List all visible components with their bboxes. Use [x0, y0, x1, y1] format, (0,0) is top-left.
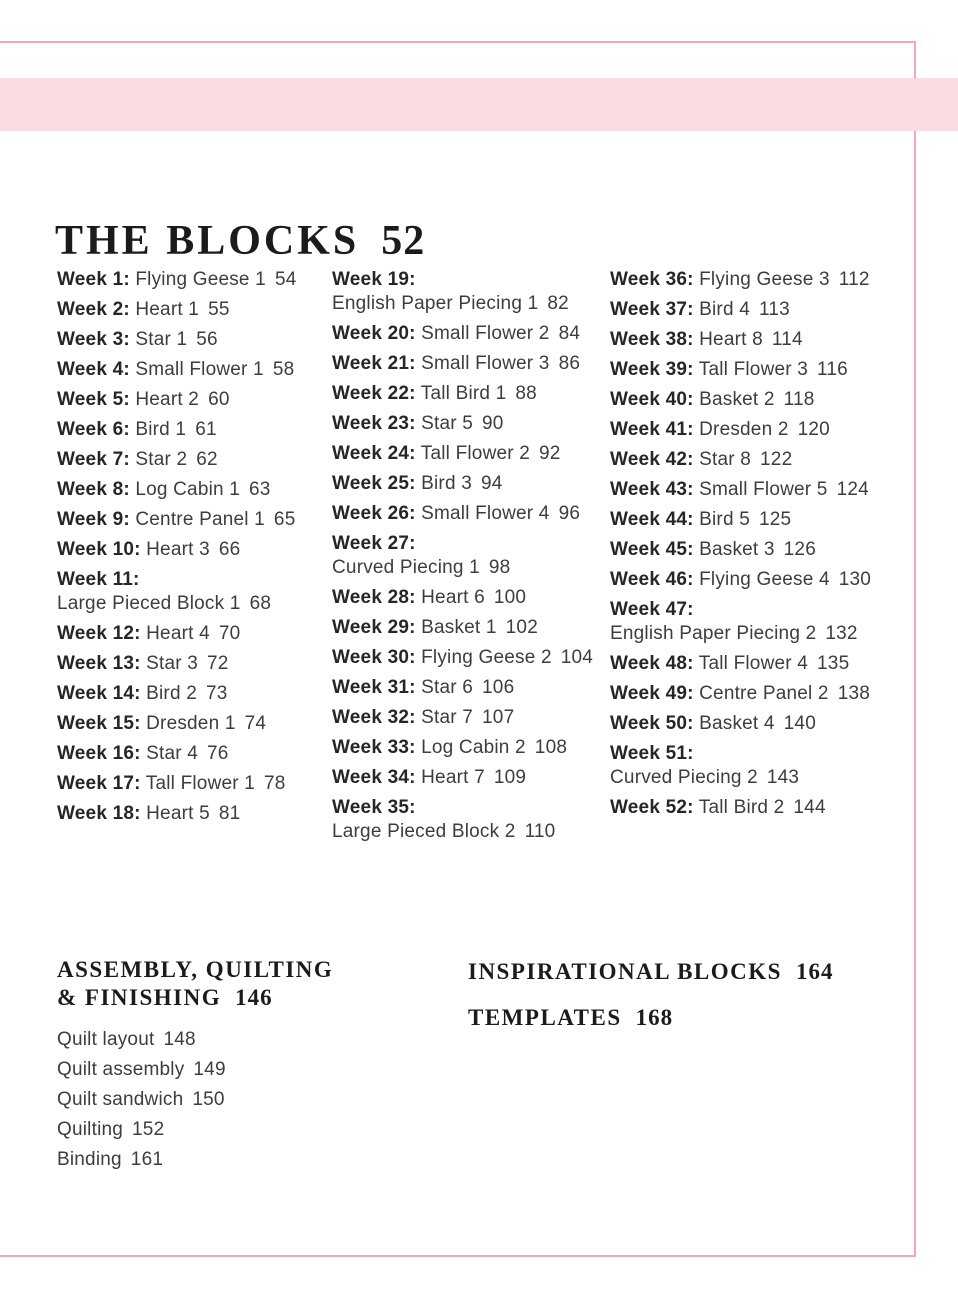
- page-number: 138: [837, 683, 870, 704]
- page-number: 84: [558, 323, 581, 344]
- toc-column-1: [57, 268, 332, 832]
- page-number: 116: [817, 359, 848, 380]
- page-number: 68: [249, 593, 272, 614]
- toc-entry: [332, 766, 610, 790]
- block-name: Heart 3: [146, 539, 210, 560]
- block-name: Star 3: [146, 653, 199, 674]
- toc-entry: [57, 742, 332, 766]
- week-label: Week 5:: [57, 389, 130, 410]
- assembly-page-number: 146: [235, 985, 273, 1010]
- toc-entry: [610, 682, 910, 706]
- week-label: Week 12:: [57, 623, 141, 644]
- week-label: Week 11:: [57, 569, 140, 590]
- toc-entry: [332, 268, 610, 316]
- toc-entry: [610, 268, 910, 292]
- toc-entry: [610, 712, 910, 736]
- page-number: 81: [218, 803, 241, 824]
- assembly-items: [57, 1025, 333, 1175]
- page-number: 144: [793, 797, 826, 818]
- block-name: Tall Bird 2: [698, 797, 785, 818]
- toc-entry: [57, 568, 332, 616]
- block-name: Star 7: [421, 707, 474, 728]
- page-number: 149: [193, 1059, 226, 1080]
- page-number: 98: [488, 557, 511, 578]
- block-name: Centre Panel 1: [135, 509, 265, 530]
- sub-item: [57, 1055, 333, 1085]
- page-number: 114: [771, 329, 803, 350]
- week-label: Week 22:: [332, 383, 416, 404]
- page-number: 104: [560, 647, 594, 668]
- page-number: 102: [505, 617, 538, 638]
- block-name: Dresden 2: [699, 419, 789, 440]
- toc-entry: [610, 298, 910, 322]
- week-label: Week 42:: [610, 449, 694, 470]
- toc-entry: [332, 796, 610, 844]
- block-name: Heart 8: [699, 329, 763, 350]
- page-number: 73: [205, 683, 228, 704]
- sub-item-label: Quilt layout: [57, 1029, 155, 1050]
- section-title-text: THE BLOCKS: [55, 218, 360, 264]
- toc-entry: [610, 388, 910, 412]
- page-number: 113: [758, 299, 790, 320]
- toc-entry: [332, 676, 610, 700]
- blocks-section-title: [55, 218, 425, 264]
- week-label: Week 52:: [610, 797, 694, 818]
- week-label: Week 35:: [332, 797, 416, 818]
- toc-column-3: [610, 268, 910, 826]
- page-number: 82: [547, 293, 569, 314]
- block-name: Bird 5: [699, 509, 750, 530]
- toc-entry: [57, 418, 332, 442]
- sub-item: [57, 1025, 333, 1055]
- block-name: Heart 7: [421, 767, 485, 788]
- week-label: Week 43:: [610, 479, 694, 500]
- page-number: 65: [273, 509, 296, 530]
- week-label: Week 38:: [610, 329, 694, 350]
- week-label: Week 36:: [610, 269, 694, 290]
- week-label: Week 23:: [332, 413, 416, 434]
- block-name: Dresden 1: [146, 713, 236, 734]
- week-label: Week 2:: [57, 299, 130, 320]
- page-number: 88: [515, 383, 537, 404]
- page-number: 135: [817, 653, 850, 674]
- week-label: Week 19:: [332, 269, 416, 290]
- week-label: Week 26:: [332, 503, 416, 524]
- block-name: Star 1: [135, 329, 188, 350]
- toc-entry: [57, 712, 332, 736]
- week-label: Week 14:: [57, 683, 141, 704]
- week-label: Week 51:: [610, 743, 694, 764]
- week-label: Week 27:: [332, 533, 416, 554]
- toc-entry: [332, 502, 610, 526]
- week-label: Week 4:: [57, 359, 130, 380]
- week-label: Week 17:: [57, 773, 141, 794]
- assembly-section: [57, 956, 333, 1175]
- page-number: 161: [130, 1149, 164, 1170]
- toc-entry: [332, 322, 610, 346]
- toc-entry: [332, 646, 610, 670]
- block-name: Star 4: [146, 743, 199, 764]
- toc-entry: [610, 742, 910, 790]
- toc-entry: [57, 682, 332, 706]
- block-name: Large Pieced Block 2: [332, 821, 516, 842]
- toc-entry: [332, 352, 610, 376]
- templates-page-number: 168: [635, 1005, 674, 1030]
- block-name: Bird 1: [135, 419, 187, 440]
- toc-entry: [610, 598, 910, 646]
- section-page-number: 52: [381, 218, 426, 264]
- page-number: 54: [274, 269, 297, 290]
- week-label: Week 10:: [57, 539, 141, 560]
- sub-item: [57, 1115, 333, 1145]
- toc-entry: [610, 652, 910, 676]
- toc-entry: [57, 802, 332, 826]
- sub-item-label: Binding: [57, 1149, 122, 1170]
- week-label: Week 18:: [57, 803, 141, 824]
- page-number: 106: [482, 677, 515, 698]
- week-label: Week 32:: [332, 707, 416, 728]
- week-label: Week 6:: [57, 419, 130, 440]
- week-label: Week 1:: [57, 269, 130, 290]
- inspirational-page-number: 164: [795, 959, 834, 984]
- block-name: Tall Flower 4: [698, 653, 809, 674]
- week-label: Week 3:: [57, 329, 130, 350]
- block-name: Basket 2: [699, 389, 775, 410]
- week-label: Week 28:: [332, 587, 416, 608]
- block-name: Small Flower 4: [421, 503, 550, 524]
- page-number: 70: [218, 623, 241, 644]
- toc-entry: [332, 706, 610, 730]
- week-label: Week 37:: [610, 299, 694, 320]
- block-name: Flying Geese 3: [699, 269, 830, 290]
- block-name: Flying Geese 4: [699, 569, 830, 590]
- page-number: 62: [196, 449, 218, 470]
- block-name: Bird 3: [421, 473, 472, 494]
- week-label: Week 39:: [610, 359, 694, 380]
- assembly-title-line1: ASSEMBLY, QUILTING: [57, 957, 334, 982]
- page-number: 120: [797, 419, 830, 440]
- page-number: 110: [524, 821, 556, 842]
- page-number: 90: [482, 413, 504, 434]
- sub-item: [57, 1085, 333, 1115]
- page-number: 150: [192, 1089, 225, 1110]
- bottom-right-sections: [468, 958, 833, 1032]
- week-label: Week 33:: [332, 737, 416, 758]
- toc-entry: [57, 772, 332, 796]
- page-number: 100: [493, 587, 527, 608]
- block-name: Basket 1: [421, 617, 497, 638]
- page-number: 152: [132, 1119, 165, 1140]
- week-label: Week 13:: [57, 653, 141, 674]
- block-name: Star 8: [699, 449, 752, 470]
- assembly-title-line2: & FINISHING: [57, 985, 222, 1010]
- toc-entry: [610, 508, 910, 532]
- block-name: Log Cabin 2: [421, 737, 526, 758]
- toc-entry: [57, 358, 332, 382]
- page-number: 118: [783, 389, 815, 410]
- week-label: Week 41:: [610, 419, 694, 440]
- toc-entry: [57, 328, 332, 352]
- week-label: Week 48:: [610, 653, 694, 674]
- toc-entry: [332, 586, 610, 610]
- block-name: Heart 1: [135, 299, 200, 320]
- toc-entry: [57, 622, 332, 646]
- page-number: 130: [838, 569, 872, 590]
- toc-entry: [57, 538, 332, 562]
- block-name: Heart 5: [146, 803, 210, 824]
- page-number: 112: [838, 269, 870, 290]
- week-label: Week 45:: [610, 539, 694, 560]
- week-label: Week 31:: [332, 677, 416, 698]
- toc-entry: [57, 508, 332, 532]
- toc-entry: [610, 358, 910, 382]
- block-name: Small Flower 5: [699, 479, 828, 500]
- sub-item-label: Quilting: [57, 1119, 124, 1140]
- week-label: Week 34:: [332, 767, 416, 788]
- block-name: Log Cabin 1: [135, 479, 241, 500]
- page-number: 76: [207, 743, 229, 764]
- templates-title-text: TEMPLATES: [468, 1005, 622, 1030]
- block-name: Tall Flower 3: [698, 359, 809, 380]
- page-number: 107: [482, 707, 515, 728]
- page-number: 140: [783, 713, 816, 734]
- page-number: 124: [836, 479, 869, 500]
- page-number: 122: [760, 449, 793, 470]
- block-name: Star 5: [421, 413, 474, 434]
- block-name: Small Flower 1: [135, 359, 264, 380]
- block-name: Flying Geese 2: [421, 647, 552, 668]
- block-name: Curved Piecing 2: [610, 767, 758, 788]
- block-name: Small Flower 2: [421, 323, 550, 344]
- block-name: English Paper Piecing 1: [332, 293, 539, 314]
- week-label: Week 46:: [610, 569, 694, 590]
- page-number: 61: [195, 419, 217, 440]
- toc-entry: [332, 472, 610, 496]
- block-name: Heart 2: [135, 389, 200, 410]
- page-number: 96: [558, 503, 581, 524]
- pink-frame-bottom-line: [0, 1255, 916, 1257]
- toc-entry: [57, 478, 332, 502]
- block-name: Star 6: [421, 677, 474, 698]
- page-number: 72: [207, 653, 229, 674]
- blocks-toc-columns: [57, 268, 923, 850]
- page-number: 56: [196, 329, 218, 350]
- week-label: Week 7:: [57, 449, 130, 470]
- toc-entry: [610, 448, 910, 472]
- sub-item: [57, 1145, 333, 1175]
- toc-entry: [332, 736, 610, 760]
- toc-entry: [332, 412, 610, 436]
- toc-column-2: [332, 268, 610, 850]
- toc-entry: [610, 418, 910, 442]
- page-number: 125: [758, 509, 792, 530]
- sub-item-label: Quilt assembly: [57, 1059, 185, 1080]
- page-number: 132: [825, 623, 858, 644]
- block-name: Tall Flower 2: [420, 443, 531, 464]
- block-name: Basket 3: [699, 539, 775, 560]
- page-number: 55: [208, 299, 230, 320]
- page-number: 109: [493, 767, 527, 788]
- toc-entry: [332, 442, 610, 466]
- toc-entry: [610, 796, 910, 820]
- toc-entry: [57, 298, 332, 322]
- pink-frame-top-line: [0, 41, 916, 43]
- week-label: Week 8:: [57, 479, 130, 500]
- block-name: Heart 4: [146, 623, 210, 644]
- block-name: Bird 2: [146, 683, 197, 704]
- toc-entry: [332, 616, 610, 640]
- week-label: Week 15:: [57, 713, 141, 734]
- block-name: Bird 4: [699, 299, 750, 320]
- week-label: Week 50:: [610, 713, 694, 734]
- week-label: Week 16:: [57, 743, 141, 764]
- toc-entry: [610, 568, 910, 592]
- page-number: 126: [783, 539, 816, 560]
- block-name: Small Flower 3: [421, 353, 550, 374]
- block-name: Centre Panel 2: [699, 683, 829, 704]
- page-number: 86: [558, 353, 581, 374]
- block-name: Tall Flower 1: [145, 773, 256, 794]
- block-name: English Paper Piecing 2: [610, 623, 817, 644]
- week-label: Week 21:: [332, 353, 416, 374]
- block-name: Curved Piecing 1: [332, 557, 480, 578]
- week-label: Week 20:: [332, 323, 416, 344]
- page-number: 60: [208, 389, 230, 410]
- sub-item-label: Quilt sandwich: [57, 1089, 184, 1110]
- block-name: Large Pieced Block 1: [57, 593, 241, 614]
- week-label: Week 24:: [332, 443, 416, 464]
- templates-section-title: [468, 1004, 833, 1032]
- week-label: Week 49:: [610, 683, 694, 704]
- block-name: Star 2: [135, 449, 188, 470]
- page-number: 148: [163, 1029, 196, 1050]
- toc-entry: [332, 382, 610, 406]
- pink-band: [0, 78, 958, 131]
- week-label: Week 44:: [610, 509, 694, 530]
- page-number: 78: [264, 773, 286, 794]
- week-label: Week 29:: [332, 617, 416, 638]
- week-label: Week 9:: [57, 509, 130, 530]
- block-name: Heart 6: [421, 587, 485, 608]
- page-number: 63: [249, 479, 271, 500]
- block-name: Basket 4: [699, 713, 775, 734]
- page-number: 94: [480, 473, 503, 494]
- inspirational-section-title: [468, 958, 833, 986]
- block-name: Flying Geese 1: [135, 269, 266, 290]
- week-label: Week 30:: [332, 647, 416, 668]
- page-number: 66: [218, 539, 241, 560]
- toc-entry: [57, 652, 332, 676]
- toc-entry: [610, 328, 910, 352]
- week-label: Week 25:: [332, 473, 416, 494]
- toc-entry: [57, 268, 332, 292]
- block-name: Tall Bird 1: [420, 383, 507, 404]
- inspirational-title-text: INSPIRATIONAL BLOCKS: [468, 959, 782, 984]
- page-number: 108: [534, 737, 568, 758]
- assembly-section-title: [57, 956, 333, 1012]
- toc-entry: [610, 538, 910, 562]
- toc-entry: [332, 532, 610, 580]
- toc-entry: [57, 448, 332, 472]
- page-number: 74: [244, 713, 267, 734]
- toc-entry: [610, 478, 910, 502]
- toc-entry: [57, 388, 332, 412]
- page-number: 143: [766, 767, 800, 788]
- page-number: 92: [539, 443, 561, 464]
- week-label: Week 40:: [610, 389, 694, 410]
- page-number: 58: [272, 359, 295, 380]
- week-label: Week 47:: [610, 599, 694, 620]
